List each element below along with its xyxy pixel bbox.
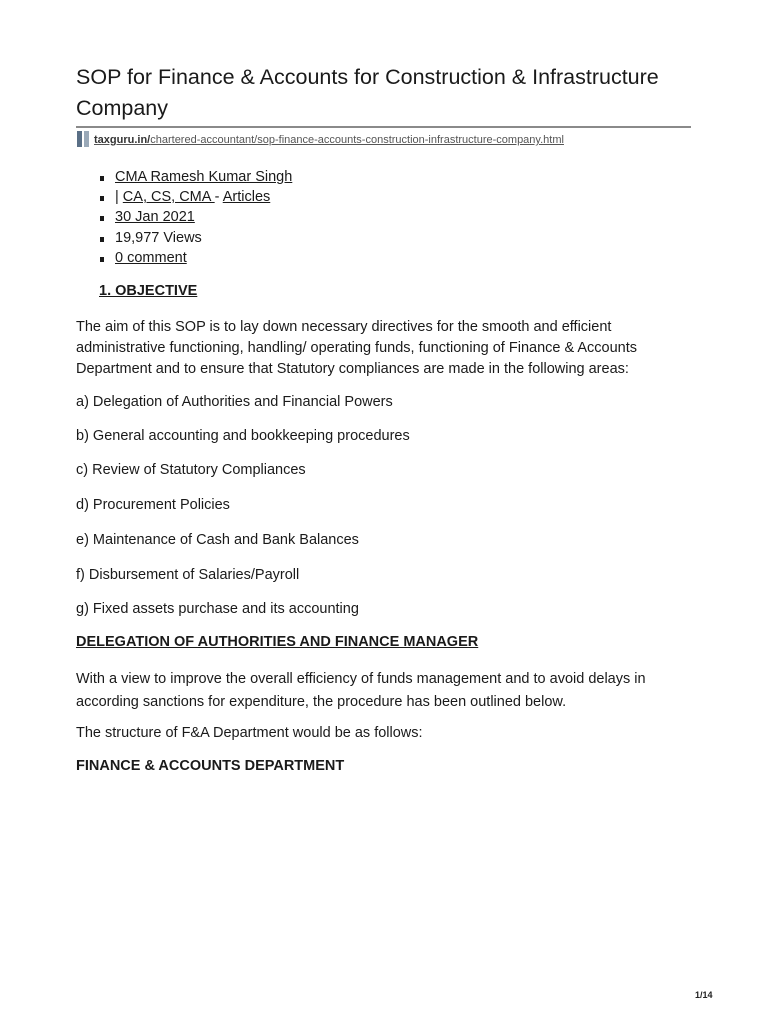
views-count: 19,977 Views (115, 229, 202, 246)
list-item (98, 187, 292, 207)
source-link[interactable] (94, 134, 564, 146)
area-item: f) Disbursement of Salaries/Payroll (76, 567, 300, 583)
bullet-icon (100, 237, 104, 242)
area-item: e) Maintenance of Cash and Bank Balances (76, 532, 359, 548)
title-divider (76, 126, 691, 128)
objective-paragraph: The aim of this SOP is to lay down necessary directives for the smooth and efficient administrative functioning, handling/ operating funds, functioning of Finance & Accounts Department and to ensure that Statutory compliances are made in the following areas: (76, 319, 638, 377)
bullet-icon (100, 196, 104, 201)
area-item: g) Fixed assets purchase and its accounting (76, 601, 359, 617)
source-path: chartered-accountant/sop-finance-accounts-construction-infrastructure-company.html (150, 134, 564, 146)
list-item (98, 167, 292, 187)
delegation-paragraph: With a view to improve the overall efficiency of funds management and to avoid delays in according sanctions for expenditure, the procedure has been outlined below. (76, 671, 646, 710)
objective-heading: 1. OBJECTIVE (99, 283, 198, 299)
bullet-icon (100, 176, 104, 181)
department-heading: FINANCE & ACCOUNTS DEPARTMENT (76, 758, 345, 774)
comments-link[interactable]: 0 comment (115, 249, 187, 266)
area-item: b) General accounting and bookkeeping procedures (76, 428, 410, 444)
site-favicon-icon (76, 131, 90, 147)
list-item (98, 228, 292, 248)
bullet-icon (100, 257, 104, 262)
structure-paragraph: The structure of F&A Department would be as follows: (76, 725, 423, 741)
page-number: 1/14 (695, 990, 713, 1000)
meta-dash: - (214, 189, 223, 206)
delegation-heading: DELEGATION OF AUTHORITIES AND FINANCE MANAGER (76, 634, 479, 650)
article-meta-list (98, 167, 292, 268)
source-domain: taxguru.in/ (94, 134, 151, 146)
area-item: d) Procurement Policies (76, 497, 230, 513)
area-item: c) Review of Statutory Compliances (76, 462, 306, 478)
date-link[interactable]: 30 Jan 2021 (115, 209, 195, 226)
bullet-icon (100, 216, 104, 221)
category-link[interactable]: CA, CS, CMA (122, 189, 215, 206)
section-link[interactable]: Articles (222, 189, 271, 206)
page-title: SOP for Finance & Accounts for Construction & Infrastructure Company (76, 65, 659, 120)
meta-separator: | (115, 189, 123, 206)
author-link[interactable]: CMA Ramesh Kumar Singh (115, 169, 293, 185)
list-item (98, 248, 292, 268)
area-item: a) Delegation of Authorities and Financial Powers (76, 394, 393, 410)
list-item (98, 207, 292, 227)
